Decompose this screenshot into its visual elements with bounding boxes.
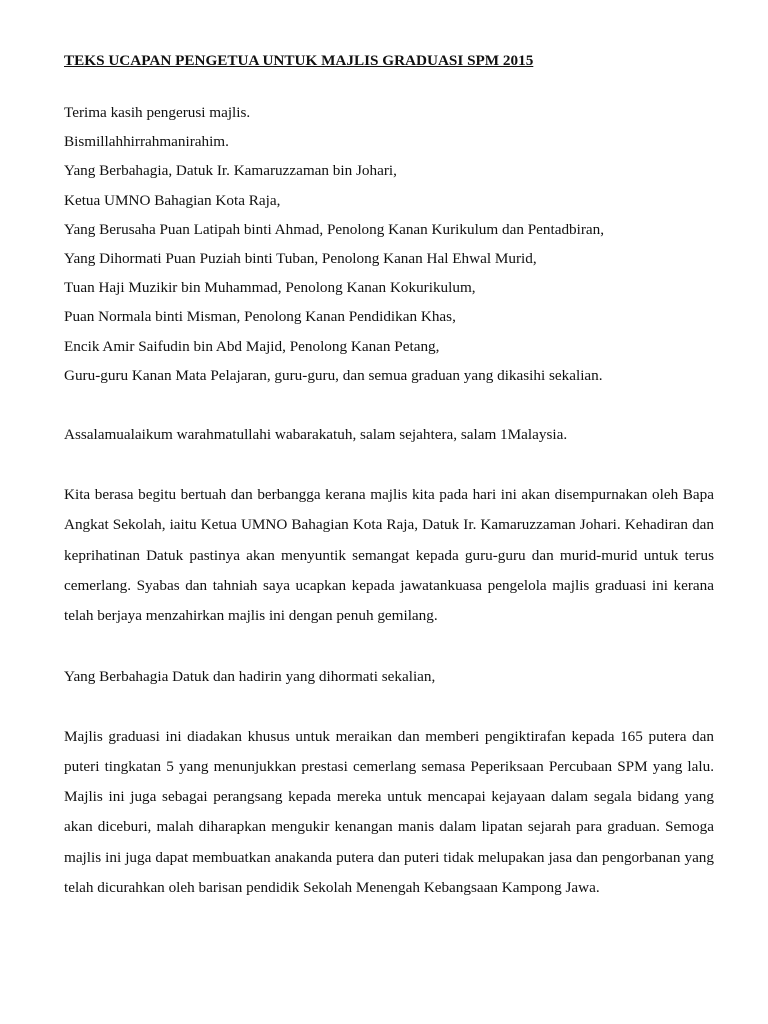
salutation-line: Ketua UMNO Bahagian Kota Raja, [64, 191, 281, 209]
salutation-line: Encik Amir Saifudin bin Abd Majid, Penolong Kanan Petang, [64, 337, 440, 355]
document-title: TEKS UCAPAN PENGETUA UNTUK MAJLIS GRADUASI SPM 2015 [64, 52, 534, 69]
salutation-line: Terima kasih pengerusi majlis. [64, 104, 251, 121]
salutation-line: Tuan Haji Muzikir bin Muhammad, Penolong Kanan Kokurikulum, [64, 279, 476, 297]
greeting-line: Assalamualaikum warahmatullahi wabarakatuh, salam sejahtera, salam 1Malaysia. [64, 426, 568, 444]
salutation-line: Yang Berusaha Puan Latipah binti Ahmad, Penolong Kanan Kurikulum dan Pentadbiran, [64, 220, 605, 238]
paragraph-2: Majlis graduasi ini diadakan khusus untuk meraikan dan memberi pengiktirafan kepada 165 putera dan puteri tingkatan 5 yang menunjukkan prestasi cemerlang semasa Peperiksaan Percubaan SPM yang lalu. Majlis ini juga sebagai perangsang kepada mereka untuk mencapai kejayaan dalam segala bidang yang akan diceburi, malah diharapkan mengukir kenangan manis dalam lipatan sejarah para graduan. Semoga majlis ini juga dapat membuatkan anakanda putera dan puteri tidak melupakan jasa dan pengorbanan yang telah dicurahkan oleh barisan pendidik Sekolah Menengah Kebangsaan Kampong Jawa. [64, 727, 714, 896]
salutation-line: Bismillahhirrahmanirahim. [64, 133, 229, 151]
paragraph-1: Kita berasa begitu bertuah dan berbangga kerana majlis kita pada hari ini akan disempurnakan oleh Bapa Angkat Sekolah, iaitu Ketua UMNO Bahagian Kota Raja, Datuk Ir. Kamaruzzaman Johari. Kehadiran dan keprihatinan Datuk pastinya akan menyuntik semangat kepada guru-guru dan murid-murid untuk terus cemerlang. Syabas dan tahniah saya ucapkan kepada jawatankuasa pengelola majlis graduasi ini kerana telah berjaya menzahirkan majlis ini dengan penuh gemilang. [64, 486, 714, 625]
salutation-list [64, 98, 714, 390]
salutation-line: Yang Dihormati Puan Puziah binti Tuban, Penolong Kanan Hal Ehwal Murid, [64, 250, 537, 268]
salutation-line: Guru-guru Kanan Mata Pelajaran, guru-guru, dan semua graduan yang dikasihi sekalian. [64, 366, 603, 384]
salutation-line: Puan Normala binti Misman, Penolong Kanan Pendidikan Khas, [64, 308, 456, 326]
document-page [64, 50, 714, 933]
salutation-line: Yang Berbahagia, Datuk Ir. Kamaruzzaman bin Johari, [64, 162, 397, 180]
address-line: Yang Berbahagia Datuk dan hadirin yang dihormati sekalian, [64, 667, 436, 685]
